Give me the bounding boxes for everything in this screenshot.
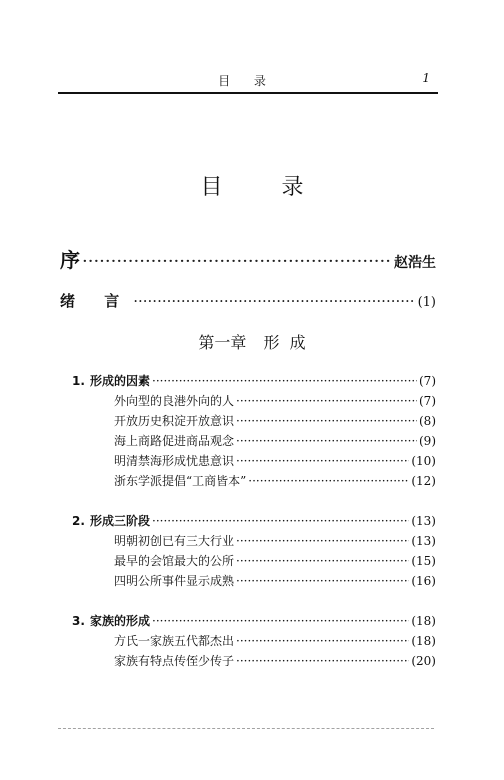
toc-entry-preface[interactable] xyxy=(60,244,436,273)
dot-leader xyxy=(152,614,409,628)
subentry-page: (13) xyxy=(411,534,436,548)
dot-leader xyxy=(236,534,409,548)
subentry-title: 方氏一家族五代都杰出 xyxy=(114,634,235,648)
toc-entry-page: (1) xyxy=(417,295,436,310)
toc-subentry[interactable] xyxy=(114,532,436,549)
dot-leader xyxy=(248,474,409,488)
subentry-title: 开放历史积淀开放意识 xyxy=(114,414,235,428)
section-page: (18) xyxy=(411,614,436,628)
subentry-title: 外向型的良港外向的人 xyxy=(114,394,235,408)
chapter-title: 形 成 xyxy=(263,333,306,352)
chapter-heading xyxy=(0,330,504,353)
dot-leader xyxy=(236,554,409,568)
subentry-title: 浙东学派提倡“工商皆本” xyxy=(114,474,247,488)
subentry-page: (9) xyxy=(419,434,436,448)
dot-leader xyxy=(236,654,409,668)
toc-subentry[interactable] xyxy=(114,472,436,489)
toc-subentry[interactable] xyxy=(114,552,436,569)
toc-subentry[interactable] xyxy=(114,412,436,429)
dot-leader xyxy=(236,574,409,588)
dot-leader xyxy=(236,454,409,468)
subentry-title: 海上商路促进商品观念 xyxy=(114,434,235,448)
subentry-page: (8) xyxy=(419,414,436,428)
dot-leader xyxy=(82,251,392,272)
toc-section-1[interactable] xyxy=(72,372,436,389)
running-header-page-number: 1 xyxy=(422,71,430,85)
dot-leader xyxy=(152,514,409,528)
subentry-page: (15) xyxy=(411,554,436,568)
subentry-page: (18) xyxy=(411,634,436,648)
toc-entry-intro[interactable] xyxy=(60,290,436,311)
section-page: (13) xyxy=(411,514,436,528)
section-number: 2. xyxy=(72,514,85,528)
subentry-page: (7) xyxy=(419,394,436,408)
dot-leader xyxy=(236,394,417,408)
section-title: 形成三阶段 xyxy=(90,514,151,528)
dot-leader xyxy=(133,292,415,310)
toc-subentry[interactable] xyxy=(114,572,436,589)
page-title: 目 录 xyxy=(200,175,330,200)
scan-artifact-rule xyxy=(58,728,434,729)
subentry-page: (20) xyxy=(411,654,436,668)
section-number: 3. xyxy=(72,614,85,628)
dot-leader xyxy=(236,414,417,428)
subentry-title: 家族有特点传侄少传子 xyxy=(114,654,235,668)
section-title: 家族的形成 xyxy=(90,614,151,628)
subentry-page: (16) xyxy=(411,574,436,588)
section-title: 形成的因素 xyxy=(90,374,151,388)
section-page: (7) xyxy=(419,374,436,388)
toc-entry-label: 绪 言 xyxy=(60,292,132,310)
subentry-title: 明清禁海形成忧患意识 xyxy=(114,454,235,468)
chapter-prefix: 第一章 xyxy=(198,333,247,352)
toc-subentry[interactable] xyxy=(114,452,436,469)
running-header-title: 目 录 xyxy=(218,74,276,88)
dot-leader xyxy=(152,374,417,388)
toc-subentry[interactable] xyxy=(114,632,436,649)
subentry-page: (10) xyxy=(411,454,436,468)
toc-section-2[interactable] xyxy=(72,512,436,529)
subentry-title: 最早的会馆最大的公所 xyxy=(114,554,235,568)
dot-leader xyxy=(236,434,417,448)
subentry-page: (12) xyxy=(411,474,436,488)
dot-leader xyxy=(236,634,409,648)
subentry-title: 明朝初创已有三大行业 xyxy=(114,534,235,548)
toc-section-3[interactable] xyxy=(72,612,436,629)
toc-subentry[interactable] xyxy=(114,432,436,449)
toc-subentry[interactable] xyxy=(114,652,436,669)
subentry-title: 四明公所事件显示成熟 xyxy=(114,574,235,588)
toc-subentry[interactable] xyxy=(114,392,436,409)
running-header xyxy=(58,70,436,90)
header-rule xyxy=(58,92,438,94)
toc-entry-label: 序 xyxy=(60,248,80,272)
toc-entry-author: 赵浩生 xyxy=(394,255,436,271)
section-number: 1. xyxy=(72,374,85,388)
